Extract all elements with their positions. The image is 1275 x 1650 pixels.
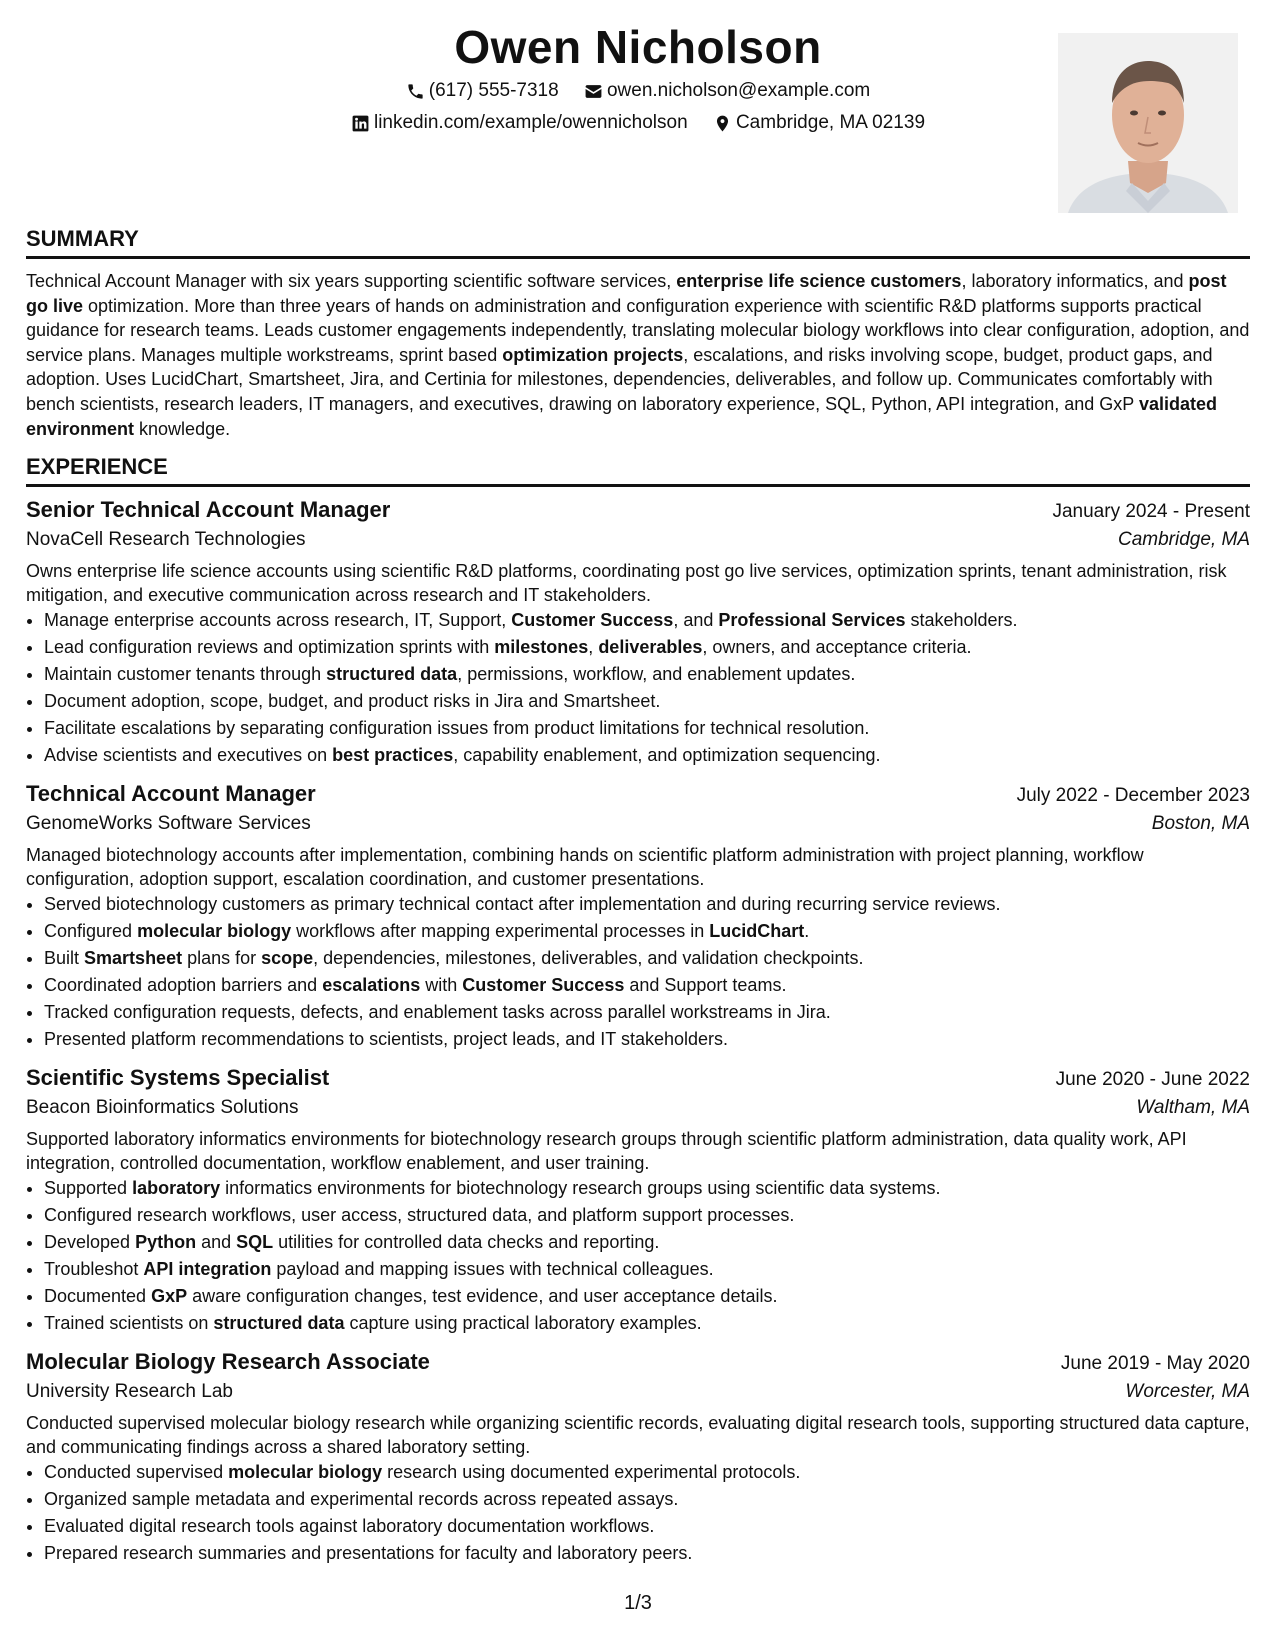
bold-keyword: deliverables	[598, 637, 703, 657]
bullet-item	[44, 1256, 1250, 1283]
text-run: Coordinated adoption barriers and	[44, 975, 323, 995]
bullet-item	[44, 607, 1250, 634]
bullet-item	[44, 918, 1250, 945]
bold-keyword: Smartsheet	[84, 948, 183, 968]
text-run: , escalations, and risks involving scope, budget, product gaps, and adoption. Uses LucidChart, Smartsheet, Jira, and Certinia for milestones, dependencies, deliverables, and follow up. Communicates comfortably with bench scientists, research leaders, IT managers, and executives, drawing on laboratory experience, SQL, Python, API integration, and GxP	[26, 344, 1213, 414]
text-run: Conducted supervised	[44, 1462, 229, 1482]
bold-keyword: scope	[261, 948, 314, 968]
text-run: optimization. More than three years of hands on administration and configuration experience with scientific R&D platforms supports practical guidance for research teams. Leads customer engagements independently, translating molecular biology workflows into clear configuration, adoption, and service plans. Manages multiple workstreams, sprint based	[26, 295, 1250, 365]
text-run: research using documented experimental protocols.	[382, 1462, 801, 1482]
text-run: Trained scientists on	[44, 1313, 214, 1333]
text-run: Troubleshot	[44, 1259, 144, 1279]
phone-number: (617) 555-7318	[428, 80, 559, 101]
bold-keyword: laboratory	[132, 1178, 221, 1198]
job-company-row	[26, 523, 1250, 551]
job-entry	[26, 1065, 1250, 1337]
bullet-item	[44, 1202, 1250, 1229]
map-pin-icon	[713, 114, 732, 133]
job-company: GenomeWorks Software Services	[26, 813, 311, 834]
text-run: utilities for controlled data checks and reporting.	[273, 1232, 660, 1252]
text-run: Advise scientists and executives on	[44, 745, 333, 765]
location-text: Cambridge, MA 02139	[735, 112, 926, 133]
text-run: workflows after mapping experimental processes in	[291, 921, 710, 941]
resume-page	[26, 0, 1250, 1650]
job-title: Senior Technical Account Manager	[26, 497, 391, 522]
bullet-item	[44, 999, 1250, 1026]
text-run: , laboratory informatics, and	[961, 271, 1189, 291]
bold-keyword: post go live	[26, 271, 1227, 316]
job-company-row	[26, 1375, 1250, 1403]
text-run: Configured research workflows, user access, structured data, and platform support processes.	[44, 1205, 795, 1225]
text-run: and	[196, 1232, 237, 1252]
text-run: Document adoption, scope, budget, and product risks in Jira and Smartsheet.	[44, 691, 661, 711]
bold-keyword: validated environment	[26, 393, 1217, 439]
text-run: Facilitate escalations by separating configuration issues from product limitations for technical resolution.	[44, 718, 870, 738]
phone-contact[interactable]	[406, 80, 559, 102]
job-title-row	[26, 497, 1250, 523]
experience-list	[26, 497, 1250, 1567]
job-title-row	[26, 781, 1250, 807]
text-run: Evaluated digital research tools against laboratory documentation workflows.	[44, 1516, 655, 1536]
job-location: Waltham, MA	[1136, 1097, 1250, 1118]
bullet-item	[44, 715, 1250, 742]
bullet-item	[44, 661, 1250, 688]
text-run: Documented	[44, 1286, 152, 1306]
text-run: Tracked configuration requests, defects, and enablement tasks across parallel workstreams in Jira.	[44, 1002, 831, 1022]
envelope-icon	[584, 82, 603, 101]
experience-heading: EXPERIENCE	[26, 454, 1250, 487]
job-description: Owns enterprise life science accounts using scientific R&D platforms, coordinating post go live services, optimization sprints, tenant administration, risk mitigation, and executive communication across research and IT stakeholders.	[26, 561, 1227, 605]
text-run: , permissions, workflow, and enablement updates.	[457, 664, 856, 684]
text-run: Organized sample metadata and experimental records across repeated assays.	[44, 1489, 679, 1509]
bold-keyword: structured data	[213, 1313, 345, 1333]
summary-section	[26, 226, 1250, 441]
text-run: and Support teams.	[624, 975, 787, 995]
text-run: Maintain customer tenants through	[44, 664, 327, 684]
job-entry	[26, 497, 1250, 769]
bullet-item	[44, 891, 1250, 918]
resume-header	[26, 0, 1250, 222]
bold-keyword: Customer Success	[462, 975, 625, 995]
text-run: Supported	[44, 1178, 133, 1198]
linkedin-icon	[351, 114, 370, 133]
text-run: , dependencies, milestones, deliverables, and validation checkpoints.	[313, 948, 864, 968]
job-bullets	[26, 891, 1250, 1053]
bullet-item	[44, 1540, 1250, 1567]
bullet-item	[44, 742, 1250, 769]
bold-keyword: milestones	[494, 637, 589, 657]
text-run: ,	[588, 637, 599, 657]
email-contact[interactable]	[584, 80, 870, 102]
bullet-item	[44, 688, 1250, 715]
text-run: Built	[44, 948, 85, 968]
text-run: payload and mapping issues with technical colleagues.	[271, 1259, 714, 1279]
job-company: University Research Lab	[26, 1381, 233, 1402]
text-run: stakeholders.	[905, 610, 1018, 630]
summary-heading: SUMMARY	[26, 226, 1250, 259]
summary-text	[26, 269, 1250, 441]
bullet-item	[44, 1459, 1250, 1486]
bold-keyword: enterprise life science customers	[676, 271, 962, 291]
bold-keyword: Professional Services	[718, 610, 906, 630]
text-run: , owners, and acceptance criteria.	[702, 637, 972, 657]
job-bullets	[26, 1459, 1250, 1567]
linkedin-url: linkedin.com/example/owennicholson	[373, 112, 688, 133]
job-dates: June 2020 - June 2022	[1055, 1069, 1250, 1090]
bullet-item	[44, 945, 1250, 972]
job-entry	[26, 1349, 1250, 1567]
bold-keyword: Customer Success	[511, 610, 674, 630]
bold-keyword: GxP	[151, 1286, 188, 1306]
page-number: 1/3	[624, 1592, 652, 1614]
bold-keyword: best practices	[332, 745, 454, 765]
text-run: with	[420, 975, 463, 995]
job-title: Technical Account Manager	[26, 781, 316, 806]
text-run: , and	[673, 610, 719, 630]
job-description: Managed biotechnology accounts after implementation, combining hands on scientific platform administration with project planning, workflow configuration, adoption support, escalation coordination, and customer presentations.	[26, 845, 1144, 889]
text-run: .	[804, 921, 810, 941]
job-company-row	[26, 1091, 1250, 1119]
bold-keyword: SQL	[236, 1232, 274, 1252]
job-company-row	[26, 807, 1250, 835]
phone-icon	[406, 82, 425, 101]
text-run: Presented platform recommendations to scientists, project leads, and IT stakeholders.	[44, 1029, 729, 1049]
bullet-item	[44, 1310, 1250, 1337]
bold-keyword: LucidChart	[709, 921, 805, 941]
bullet-item	[44, 634, 1250, 661]
text-run: Served biotechnology customers as primary technical contact after implementation and during recurring service reviews.	[44, 894, 1001, 914]
bullet-item	[44, 972, 1250, 999]
bullet-item	[44, 1513, 1250, 1540]
text-run: capture using practical laboratory examples.	[344, 1313, 702, 1333]
bullet-item	[44, 1026, 1250, 1053]
linkedin-contact[interactable]	[351, 112, 688, 134]
job-title-row	[26, 1349, 1250, 1375]
job-title-row	[26, 1065, 1250, 1091]
job-company: NovaCell Research Technologies	[26, 529, 306, 550]
bold-keyword: optimization projects	[502, 344, 684, 365]
job-location: Cambridge, MA	[1118, 529, 1250, 550]
job-location: Boston, MA	[1151, 813, 1250, 834]
bullet-item	[44, 1486, 1250, 1513]
profile-photo	[1058, 33, 1238, 213]
candidate-name: Owen Nicholson	[454, 21, 822, 73]
job-dates: January 2024 - Present	[1052, 501, 1250, 522]
job-dates: July 2022 - December 2023	[1016, 785, 1250, 806]
job-title: Scientific Systems Specialist	[26, 1065, 330, 1090]
text-run: aware configuration changes, test evidence, and user acceptance details.	[187, 1286, 778, 1306]
bold-keyword: molecular biology	[137, 921, 292, 941]
text-run: Prepared research summaries and presentations for faculty and laboratory peers.	[44, 1543, 693, 1563]
text-run: Configured	[44, 921, 138, 941]
bullet-item	[44, 1175, 1250, 1202]
email-address: owen.nicholson@example.com	[606, 80, 871, 101]
job-location: Worcester, MA	[1125, 1381, 1250, 1402]
text-run: Manage enterprise accounts across research, IT, Support,	[44, 610, 512, 630]
bold-keyword: Python	[135, 1232, 197, 1252]
bold-keyword: escalations	[322, 975, 421, 995]
job-title: Molecular Biology Research Associate	[26, 1349, 430, 1374]
text-run: Technical Account Manager with six years supporting scientific software services,	[26, 271, 677, 291]
job-dates: June 2019 - May 2020	[1060, 1353, 1250, 1374]
text-run: plans for	[182, 948, 262, 968]
text-run: Developed	[44, 1232, 136, 1252]
bold-keyword: API integration	[143, 1259, 272, 1279]
job-entry	[26, 781, 1250, 1053]
bullet-item	[44, 1283, 1250, 1310]
bullet-item	[44, 1229, 1250, 1256]
bold-keyword: molecular biology	[228, 1462, 383, 1482]
experience-section	[26, 454, 1250, 1579]
text-run: informatics environments for biotechnology research groups using scientific data systems.	[220, 1178, 941, 1198]
text-run: , capability enablement, and optimization sequencing.	[453, 745, 881, 765]
location-contact	[713, 112, 925, 134]
text-run: Lead configuration reviews and optimization sprints with	[44, 637, 495, 657]
job-description: Conducted supervised molecular biology research while organizing scientific records, evaluating digital research tools, supporting structured data capture, and communicating findings across a shared laboratory setting.	[26, 1413, 1250, 1457]
text-run: knowledge.	[134, 418, 231, 439]
bold-keyword: structured data	[326, 664, 458, 684]
job-bullets	[26, 607, 1250, 769]
job-bullets	[26, 1175, 1250, 1337]
job-description: Supported laboratory informatics environments for biotechnology research groups through scientific platform administration, data quality work, API integration, controlled documentation, workflow enablement, and user training.	[26, 1129, 1187, 1173]
job-company: Beacon Bioinformatics Solutions	[26, 1097, 299, 1118]
